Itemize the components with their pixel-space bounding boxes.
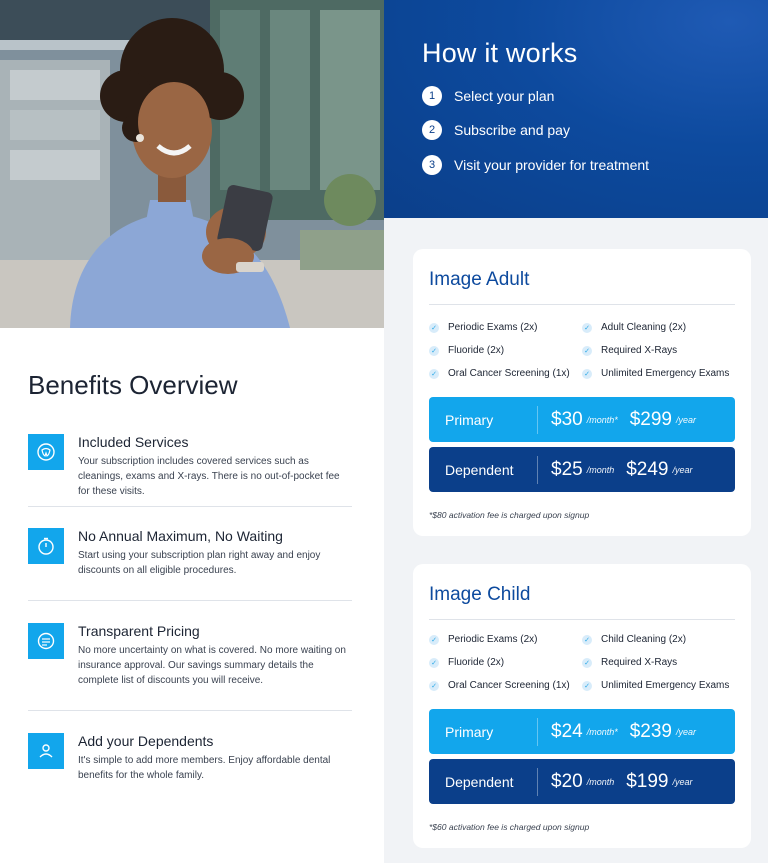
tooth-icon	[28, 434, 64, 470]
feature-item: ✓ Fluoride (2x)	[429, 657, 504, 668]
check-icon: ✓	[582, 346, 592, 356]
feature-item: ✓ Fluoride (2x)	[429, 345, 504, 356]
step-3	[422, 155, 649, 175]
divider	[429, 619, 735, 620]
dependent-price-option[interactable]	[429, 759, 735, 804]
benefit-description: Start using your subscription plan right away and enjoy discounts on all eligible procedures.	[78, 550, 321, 576]
add-user-icon	[28, 733, 64, 769]
yearly-unit: /year	[676, 726, 697, 737]
feature-item: ✓ Child Cleaning (2x)	[582, 634, 686, 645]
monthly-price: $20	[551, 770, 583, 792]
feature-item: ✓ Oral Cancer Screening (1x)	[429, 680, 570, 691]
primary-price-option[interactable]	[429, 397, 735, 442]
check-icon: ✓	[429, 658, 439, 668]
monthly-price: $25	[551, 458, 583, 480]
activation-fee-note: *$60 activation fee is charged upon signup	[429, 822, 590, 832]
benefits-title: Benefits Overview	[28, 370, 238, 400]
benefit-title: Transparent Pricing	[78, 623, 200, 639]
step-label: Visit your provider for treatment	[454, 157, 650, 173]
step-1	[422, 86, 554, 106]
monthly-unit: /month	[586, 776, 615, 787]
check-icon: ✓	[582, 323, 592, 333]
benefit-description: It's simple to add more members. Enjoy affordable dental benefits for the whole family.	[78, 755, 331, 781]
check-icon: ✓	[429, 681, 439, 691]
feature-item: ✓ Adult Cleaning (2x)	[582, 322, 686, 333]
feature-item: ✓ Unlimited Emergency Exams	[582, 368, 729, 379]
monthly-price: $30	[551, 408, 583, 430]
divider	[28, 710, 352, 711]
feature-item: ✓ Required X-Rays	[582, 345, 677, 356]
how-it-works-panel	[384, 0, 768, 218]
yearly-price: $239	[629, 720, 673, 742]
feature-item: ✓ Oral Cancer Screening (1x)	[429, 368, 570, 379]
divider	[28, 600, 352, 601]
activation-fee-note: *$80 activation fee is charged upon signup	[429, 510, 590, 520]
yearly-price: $299	[629, 408, 673, 430]
yearly-unit: /year	[676, 414, 697, 425]
plan-card-child	[413, 564, 751, 848]
step-label: Subscribe and pay	[454, 122, 570, 138]
benefit-title: No Annual Maximum, No Waiting	[78, 528, 283, 544]
step-2	[422, 120, 570, 140]
price-label: Primary	[445, 411, 494, 428]
check-icon: ✓	[429, 323, 439, 333]
monthly-unit: /month*	[586, 414, 618, 425]
divider	[429, 304, 735, 305]
benefit-title: Included Services	[78, 434, 189, 450]
plan-title: Image Child	[429, 584, 531, 605]
dependent-price-option[interactable]	[429, 447, 735, 492]
yearly-unit: /year	[672, 776, 693, 787]
check-icon: ✓	[582, 658, 592, 668]
benefit-description: Your subscription includes covered services such as cleanings, exams and X-rays. There is no out-of-pocket fee for these visits.	[78, 456, 340, 497]
check-icon: ✓	[582, 369, 592, 379]
price-label: Dependent	[445, 773, 514, 790]
monthly-unit: /month	[586, 464, 615, 475]
check-icon: ✓	[429, 346, 439, 356]
feature-item: ✓ Periodic Exams (2x)	[429, 634, 537, 645]
step-number: 2	[422, 120, 442, 140]
monthly-price: $24	[551, 720, 583, 742]
price-tag-icon	[28, 623, 64, 659]
monthly-unit: /month*	[586, 726, 618, 737]
feature-item: ✓ Periodic Exams (2x)	[429, 322, 537, 333]
yearly-unit: /year	[672, 464, 693, 475]
how-it-works-title: How it works	[422, 38, 578, 68]
feature-item: ✓ Required X-Rays	[582, 657, 677, 668]
stopwatch-icon	[28, 528, 64, 564]
check-icon: ✓	[429, 635, 439, 645]
price-label: Dependent	[445, 461, 514, 478]
check-icon: ✓	[582, 681, 592, 691]
plan-title: Image Adult	[429, 269, 530, 290]
step-label: Select your plan	[454, 88, 555, 104]
check-icon: ✓	[582, 635, 592, 645]
check-icon: ✓	[429, 369, 439, 379]
yearly-price: $249	[626, 458, 669, 480]
hero-photo	[0, 0, 384, 328]
benefit-title: Add your Dependents	[78, 733, 214, 749]
feature-item: ✓ Unlimited Emergency Exams	[582, 680, 729, 691]
divider	[28, 506, 352, 507]
benefit-description: No more uncertainty on what is covered. No more waiting on insurance approval. Our savings summary details the complete list of discounts you will receive.	[78, 645, 346, 686]
step-number: 3	[422, 155, 442, 175]
price-label: Primary	[445, 723, 494, 740]
step-number: 1	[422, 86, 442, 106]
plan-card-adult	[413, 249, 751, 536]
yearly-price: $199	[626, 770, 669, 792]
primary-price-option[interactable]	[429, 709, 735, 754]
